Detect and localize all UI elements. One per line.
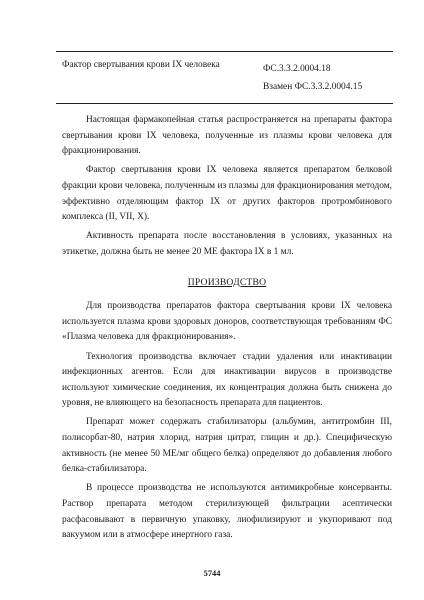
header-rule <box>56 103 393 104</box>
intro-paragraph-2: Фактор свертывания крови IX человека является препаратом белковой фракции крови человека, полученным из плазмы для фракционирования методом, эффективно отделяющим фактор IX от других факторов протромбинового комплекса (II, VII, X). <box>62 165 392 223</box>
monograph-body <box>62 113 392 547</box>
production-paragraph-2: Технология производства включает стадии удаления или инактивации инфекционных агентов. Если для инактивации вирусов в производстве используют химические соединения, их концентрация должна быть снижена до уровня, не влияющего на безопасность препарата для пациентов. <box>62 351 392 409</box>
replaces-code: Взамен ФС.3.3.2.0004.15 <box>263 82 363 92</box>
monograph-code: ФС.3.3.2.0004.18 <box>263 64 331 74</box>
section-title-production: ПРОИЗВОДСТВО <box>187 276 267 288</box>
intro-paragraph-1: Настоящая фармакопейная статья распространяется на препараты фактора свертывания крови IX человека, полученные из плазмы крови человека для фракционирования. <box>62 115 392 157</box>
production-paragraph-3: Препарат может содержать стабилизаторы (альбумин, антитромбин III, полисорбат-80, натрия хлорид, натрия цитрат, глицин и др.). Специфическую активность (не менее 50 МЕ/мг общего белка) определяют до добавления любого белка-стабилизатора. <box>62 417 392 475</box>
monograph-title: Фактор свертывания крови IX человека <box>62 60 220 70</box>
intro-paragraph-3: Активность препарата после восстановления в условиях, указанных на этикетке, должна быть не менее 20 МЕ фактора IX в 1 мл. <box>62 231 392 257</box>
production-paragraph-1: Для производства препаратов фактора свертывания крови IX человека используется плазма крови здоровых доноров, соответствующая требованиям ФС «Плазма человека для фракционирования». <box>62 301 392 343</box>
page-number: 5744 <box>203 569 221 578</box>
production-paragraph-4: В процессе производства не используются антимикробные консерванты. Раствор препарата методом стерилизующей фильтрации асептически расфасовывают в первичную упаковку, лиофилизируют и укупоривают под вакуумом или в атмосфере инертного газа. <box>62 483 392 541</box>
top-rule <box>56 51 393 52</box>
monograph-codes <box>263 60 362 96</box>
